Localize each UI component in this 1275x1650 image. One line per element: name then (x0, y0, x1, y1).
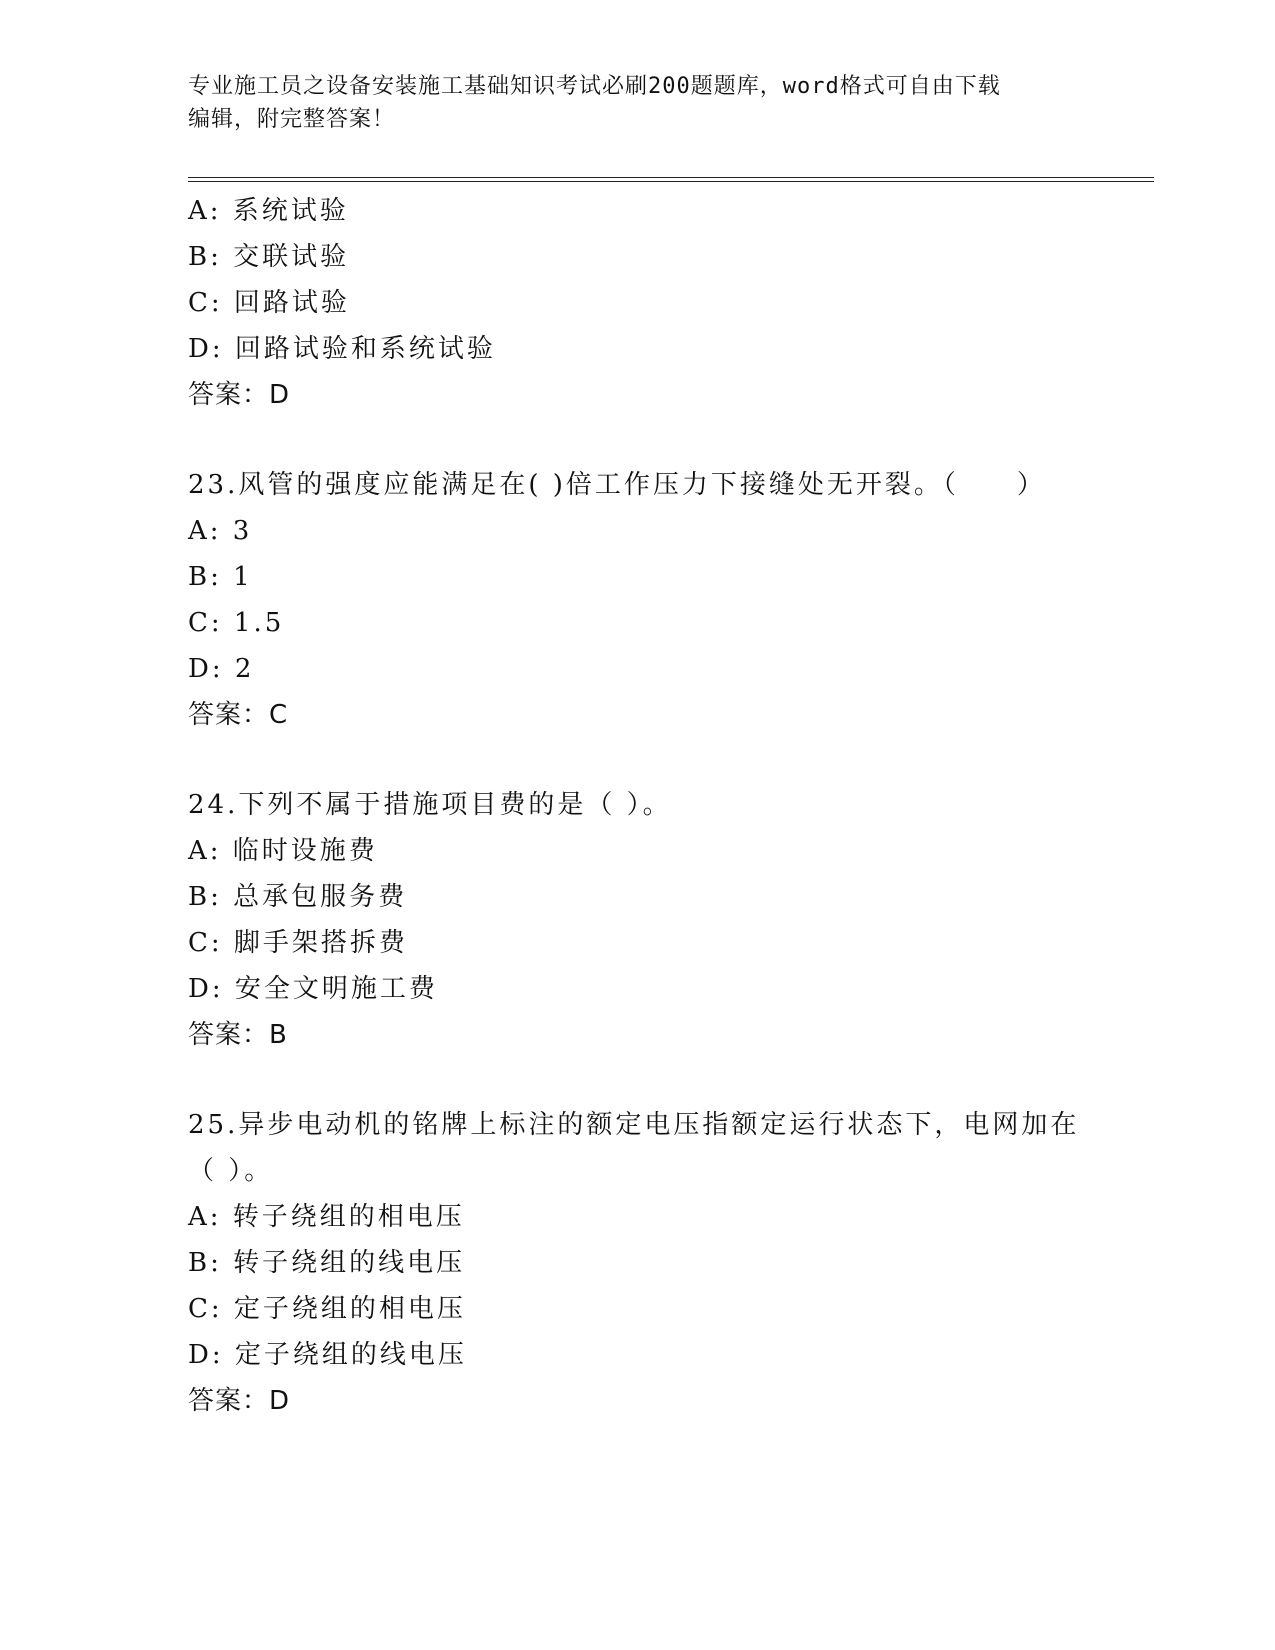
question-23 (188, 462, 1148, 738)
option-b: B: 交联试验 (188, 242, 350, 272)
option-a: A: 3 (188, 516, 253, 546)
header-divider (188, 177, 1154, 182)
answer: 答案：D (188, 380, 291, 410)
option-d: D: 安全文明施工费 (188, 974, 438, 1004)
document-header (188, 70, 1088, 136)
question-list (188, 188, 1148, 1424)
option-c: C: 定子绕组的相电压 (188, 1294, 466, 1324)
header-line-2: 编辑，附完整答案！ (188, 107, 396, 132)
question-24 (188, 782, 1148, 1058)
option-c: C: 脚手架搭拆费 (188, 928, 408, 958)
question-title: 23.风管的强度应能满足在( )倍工作压力下接缝处无开裂。（ ） (188, 470, 1046, 500)
option-d: D: 定子绕组的线电压 (188, 1340, 467, 1370)
question-22 (188, 188, 1148, 418)
question-title: 24.下列不属于措施项目费的是（ ）。 (188, 790, 672, 820)
option-d: D: 2 (188, 654, 255, 684)
option-b: B: 总承包服务费 (188, 882, 408, 912)
option-a: A: 转子绕组的相电压 (188, 1202, 465, 1232)
spacer (188, 738, 1148, 782)
spacer (188, 418, 1148, 462)
option-b: B: 1 (188, 562, 253, 592)
spacer (188, 1058, 1148, 1102)
option-a: A: 系统试验 (188, 196, 349, 226)
header-line-1: 专业施工员之设备安装施工基础知识考试必刷200题题库，word格式可自由下载 (188, 74, 1001, 99)
option-b: B: 转子绕组的线电压 (188, 1248, 466, 1278)
answer: 答案：D (188, 1386, 291, 1416)
option-c: C: 1.5 (188, 608, 285, 638)
question-title: 25.异步电动机的铭牌上标注的额定电压指额定运行状态下，电网加在（ ）。 (188, 1110, 1080, 1186)
option-d: D: 回路试验和系统试验 (188, 334, 496, 364)
answer: 答案：C (188, 700, 289, 730)
answer: 答案：B (188, 1020, 288, 1050)
question-25 (188, 1102, 1148, 1424)
option-a: A: 临时设施费 (188, 836, 378, 866)
option-c: C: 回路试验 (188, 288, 350, 318)
